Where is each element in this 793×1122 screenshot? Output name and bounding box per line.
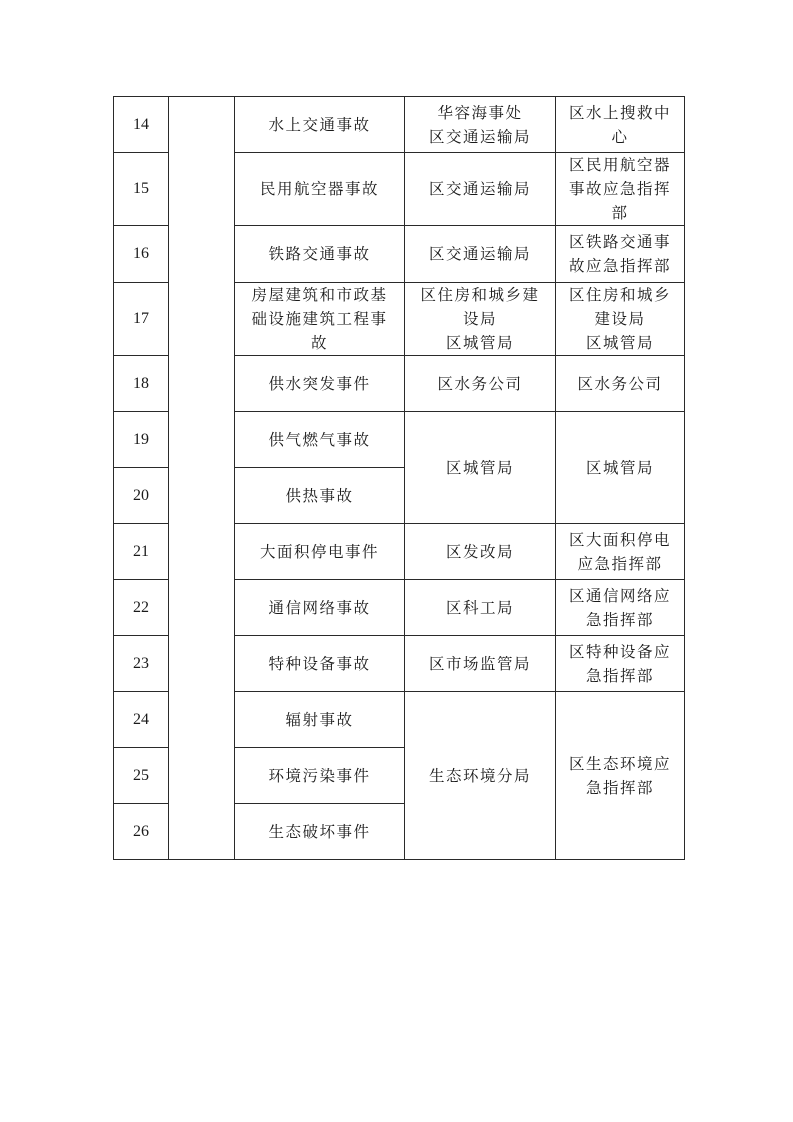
lead-department: 区市场监管局 bbox=[405, 636, 556, 692]
row-number: 17 bbox=[114, 283, 169, 356]
lead-department: 华容海事处 区交通运输局 bbox=[405, 97, 556, 153]
event-type: 供水突发事件 bbox=[235, 356, 405, 412]
table-row bbox=[114, 97, 685, 153]
event-type: 辐射事故 bbox=[235, 692, 405, 748]
event-type: 民用航空器事故 bbox=[235, 153, 405, 226]
row-number: 26 bbox=[114, 804, 169, 860]
command-agency: 区特种设备应 急指挥部 bbox=[556, 636, 685, 692]
row-number: 25 bbox=[114, 748, 169, 804]
row-number: 22 bbox=[114, 580, 169, 636]
event-type: 水上交通事故 bbox=[235, 97, 405, 153]
event-type: 供气燃气事故 bbox=[235, 412, 405, 468]
event-type: 通信网络事故 bbox=[235, 580, 405, 636]
event-type: 大面积停电事件 bbox=[235, 524, 405, 580]
row-number: 15 bbox=[114, 153, 169, 226]
emergency-plan-table bbox=[113, 96, 685, 860]
event-type: 生态破坏事件 bbox=[235, 804, 405, 860]
event-type: 房屋建筑和市政基 础设施建筑工程事 故 bbox=[235, 283, 405, 356]
event-type: 供热事故 bbox=[235, 468, 405, 524]
category-cell bbox=[169, 97, 235, 860]
command-agency: 区水务公司 bbox=[556, 356, 685, 412]
command-agency: 区水上搜救中 心 bbox=[556, 97, 685, 153]
lead-department: 区交通运输局 bbox=[405, 153, 556, 226]
lead-department: 区交通运输局 bbox=[405, 226, 556, 283]
lead-department: 区水务公司 bbox=[405, 356, 556, 412]
row-number: 14 bbox=[114, 97, 169, 153]
command-agency: 区城管局 bbox=[556, 412, 685, 524]
lead-department: 区科工局 bbox=[405, 580, 556, 636]
command-agency: 区住房和城乡 建设局 区城管局 bbox=[556, 283, 685, 356]
row-number: 23 bbox=[114, 636, 169, 692]
lead-department: 区城管局 bbox=[405, 412, 556, 524]
event-type: 铁路交通事故 bbox=[235, 226, 405, 283]
row-number: 18 bbox=[114, 356, 169, 412]
command-agency: 区民用航空器 事故应急指挥 部 bbox=[556, 153, 685, 226]
command-agency: 区大面积停电 应急指挥部 bbox=[556, 524, 685, 580]
command-agency: 区通信网络应 急指挥部 bbox=[556, 580, 685, 636]
command-agency: 区铁路交通事 故应急指挥部 bbox=[556, 226, 685, 283]
command-agency: 区生态环境应 急指挥部 bbox=[556, 692, 685, 860]
lead-department: 生态环境分局 bbox=[405, 692, 556, 860]
row-number: 19 bbox=[114, 412, 169, 468]
row-number: 20 bbox=[114, 468, 169, 524]
event-type: 环境污染事件 bbox=[235, 748, 405, 804]
event-type: 特种设备事故 bbox=[235, 636, 405, 692]
row-number: 24 bbox=[114, 692, 169, 748]
lead-department: 区住房和城乡建 设局 区城管局 bbox=[405, 283, 556, 356]
lead-department: 区发改局 bbox=[405, 524, 556, 580]
row-number: 16 bbox=[114, 226, 169, 283]
row-number: 21 bbox=[114, 524, 169, 580]
